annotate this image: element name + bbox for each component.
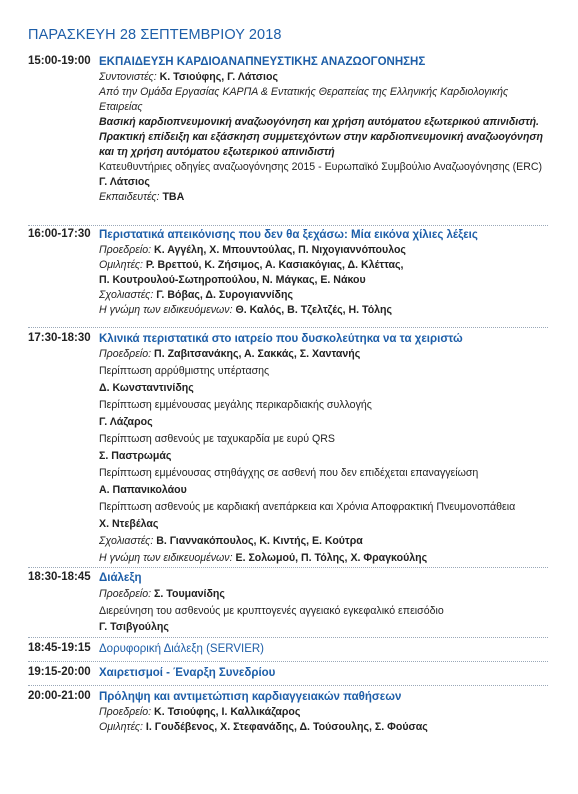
case-speaker: Χ. Ντεβέλας bbox=[99, 518, 159, 530]
trainers-names: TBA bbox=[162, 191, 185, 203]
residents-opinion-label: Η γνώμη των ειδικευομένων: bbox=[99, 552, 233, 564]
session-time: 19:15-20:00 bbox=[28, 666, 91, 678]
speakers-names: Ι. Γουδέβενος, Χ. Στεφανάδης, Δ. Τούσουλης, Σ. Φούσας bbox=[145, 721, 428, 733]
commenters-names: Γ. Βόβας, Δ. Συρογιαννίδης bbox=[156, 289, 293, 301]
guidelines-topic: Κατευθυντήριες οδηγίες αναζωογόνησης 2015 - Ευρωπαϊκό Συμβούλιο Αναζωογόνησης (ERC) bbox=[99, 161, 543, 173]
chairs-line bbox=[99, 243, 559, 258]
divider bbox=[28, 327, 548, 328]
chairs-names: Π. Ζαβιτσανάκης, Α. Σακκάς, Σ. Χαντανής bbox=[154, 348, 361, 360]
session-content bbox=[99, 666, 559, 681]
session-time: 15:00-19:00 bbox=[28, 55, 91, 67]
case-speaker: Γ. Λάζαρος bbox=[99, 416, 153, 428]
session-time: 17:30-18:30 bbox=[28, 332, 91, 344]
speakers-label: Ομιλητές: bbox=[99, 721, 143, 733]
chairs-line bbox=[99, 347, 559, 362]
case-topic: Περίπτωση ασθενούς με καρδιακή ανεπάρκεια και Χρόνια Αποφρακτική Πνευμονοπάθεια bbox=[99, 501, 516, 513]
trainers-line bbox=[99, 190, 559, 205]
commenters-line bbox=[99, 288, 559, 303]
session-title: Πρόληψη και αντιμετώπιση καρδιαγγειακών παθήσεων bbox=[99, 691, 402, 703]
organizer-line-2: Εταιρείας bbox=[99, 101, 143, 113]
chairs-line bbox=[99, 587, 559, 602]
session-title: Χαιρετισμοί - Έναρξη Συνεδρίου bbox=[99, 667, 276, 679]
speakers-names-cont: Π. Κουτρουλού-Σωτηροπούλου, Ν. Μάγκας, Ε. Νάκου bbox=[99, 274, 366, 286]
chairs-label: Προεδρείο: bbox=[99, 348, 152, 360]
session-content bbox=[99, 642, 559, 657]
case-speaker: Δ. Κωνσταντινίδης bbox=[99, 382, 194, 394]
speakers-line bbox=[99, 720, 559, 735]
description-line-1: Βασική καρδιοπνευμονική αναζωογόνηση και χρήση αυτόματου εξωτερικού απινιδιστή. bbox=[99, 116, 540, 128]
lecture-topic: Διερεύνηση του ασθενούς με κρυπτογενές αγγειακό εγκεφαλικό επεισόδιο bbox=[99, 605, 444, 617]
commenters-names: Β. Γιαννακόπουλος, Κ. Κιντής, Ε. Κούτρα bbox=[156, 535, 363, 547]
coordinators-line bbox=[99, 70, 559, 85]
session-content bbox=[99, 571, 559, 635]
chairs-names: Σ. Τουμανίδης bbox=[154, 588, 225, 600]
speakers-names: Ρ. Βρεττού, Κ. Ζήσιμος, Α. Κασιακόγιας, Δ. Κλέττας, bbox=[145, 259, 404, 271]
chairs-label: Προεδρείο: bbox=[99, 244, 152, 256]
case-speaker: Σ. Παστρωμάς bbox=[99, 450, 172, 462]
divider bbox=[28, 661, 548, 662]
residents-opinion-line bbox=[99, 303, 559, 318]
description-line-3: και τη χρήση αυτόματου εξωτερικού απινιδιστή bbox=[99, 146, 335, 158]
speakers-label: Ομιλητές: bbox=[99, 259, 143, 271]
chairs-line bbox=[99, 705, 559, 720]
session-content bbox=[99, 228, 559, 318]
commenters-label: Σχολιαστές: bbox=[99, 535, 154, 547]
residents-opinion-label: Η γνώμη των ειδικευόμενων: bbox=[99, 304, 233, 316]
chairs-label: Προεδρείο: bbox=[99, 706, 152, 718]
session-content bbox=[99, 55, 559, 205]
divider bbox=[28, 637, 548, 638]
session-time: 20:00-21:00 bbox=[28, 690, 91, 702]
day-header: ΠΑΡΑΣΚΕΥΗ 28 ΣΕΠΤΕΜΒΡΙΟΥ 2018 bbox=[28, 27, 282, 43]
coordinators-names: Κ. Τσιούφης, Γ. Λάτσιος bbox=[159, 71, 278, 83]
chairs-names: Κ. Τσιούφης, Ι. Καλλικάζαρος bbox=[154, 706, 301, 718]
session-title: ΕΚΠΑΙΔΕΥΣΗ ΚΑΡΔΙΟΑΝΑΠΝΕΥΣΤΙΚΗΣ ΑΝΑΖΩΟΓΟΝΗΣΗΣ bbox=[99, 56, 426, 68]
residents-opinion-names: Ε. Σολωμού, Π. Τόλης, Χ. Φραγκούλης bbox=[235, 552, 428, 564]
session-title: Περιστατικά απεικόνισης που δεν θα ξεχάσω: Μία εικόνα χίλιες λέξεις bbox=[99, 229, 478, 241]
session-time: 18:45-19:15 bbox=[28, 642, 91, 654]
description-line-2: Πρακτική επίδειξη και εξάσκηση συμμετεχόντων στην καρδιοπνευμονική αναζωογόνηση bbox=[99, 131, 543, 143]
case-topic: Περίπτωση ασθενούς με ταχυκαρδία με ευρύ QRS bbox=[99, 433, 335, 445]
divider bbox=[28, 567, 548, 568]
guidelines-speaker: Γ. Λάτσιος bbox=[99, 176, 150, 188]
chairs-names: Κ. Αγγέλη, Χ. Μπουντούλας, Π. Νιχογιαννόπουλος bbox=[154, 244, 406, 256]
case-speaker: Α. Παπανικολάου bbox=[99, 484, 187, 496]
lecture-speaker: Γ. Τσιβγούλης bbox=[99, 621, 169, 633]
session-title: Κλινικά περιστατικά στο ιατρείο που δυσκολεύτηκα να τα χειριστώ bbox=[99, 333, 463, 345]
session-title: Δορυφορική Διάλεξη (SERVIER) bbox=[99, 643, 265, 655]
divider bbox=[28, 685, 548, 686]
session-content bbox=[99, 332, 559, 566]
session-title: Διάλεξη bbox=[99, 572, 142, 584]
trainers-label: Εκπαιδευτές: bbox=[99, 191, 160, 203]
case-topic: Περίπτωση αρρύθμιστης υπέρτασης bbox=[99, 365, 270, 377]
residents-opinion-names: Θ. Καλός, Β. Τζελτζές, Η. Τόλης bbox=[235, 304, 393, 316]
commenters-label: Σχολιαστές: bbox=[99, 289, 154, 301]
coordinators-label: Συντονιστές: bbox=[99, 71, 157, 83]
session-content bbox=[99, 690, 559, 735]
session-time: 18:30-18:45 bbox=[28, 571, 91, 583]
residents-opinion-line bbox=[99, 551, 559, 566]
commenters-line bbox=[99, 534, 559, 549]
case-topic: Περίπτωση εμμένουσας στηθάγχης σε ασθενή που δεν επιδέχεται επαναγγείωση bbox=[99, 467, 479, 479]
speakers-line bbox=[99, 258, 559, 273]
divider bbox=[28, 225, 548, 226]
case-topic: Περίπτωση εμμένουσας μεγάλης περικαρδιακής συλλογής bbox=[99, 399, 372, 411]
chairs-label: Προεδρείο: bbox=[99, 588, 152, 600]
organizer-line-1: Από την Ομάδα Εργασίας ΚΑΡΠΑ & Εντατικής Θεραπείας της Ελληνικής Καρδιολογικής bbox=[99, 86, 509, 98]
session-time: 16:00-17:30 bbox=[28, 228, 91, 240]
